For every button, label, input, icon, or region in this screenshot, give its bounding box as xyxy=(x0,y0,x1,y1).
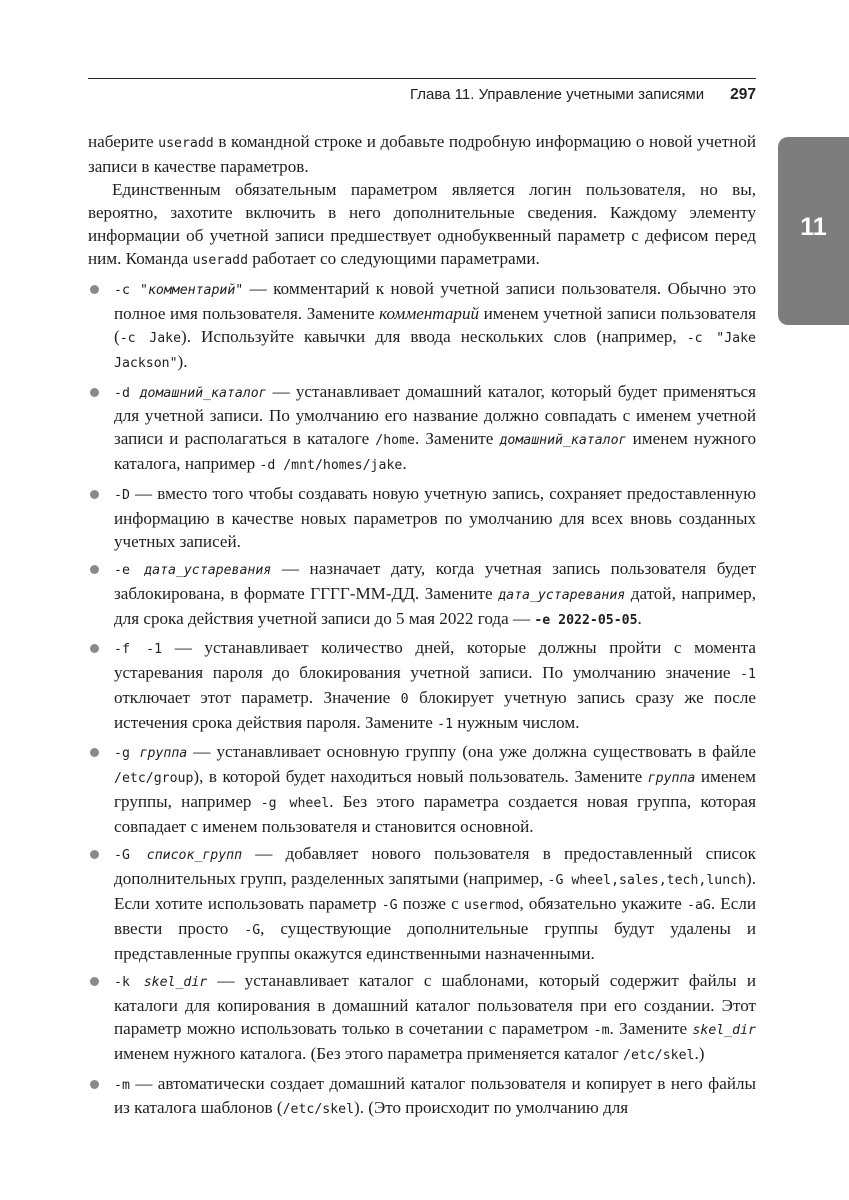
inline-code: /home xyxy=(375,433,415,449)
inline-code: -1 xyxy=(437,716,454,732)
inline-code: -c "Jake Jackson" xyxy=(114,331,756,372)
list-item: -c "комментарий" — комментарий к новой учетной записи пользователя. Обычно это полное имя пользователя. Замените комментарий именем учетной записи пользователя (-c Jake). Используйте кавычки для ввода нескольких слов (например, -c "Jake Jackson"). xyxy=(88,278,756,376)
inline-code: -aG xyxy=(687,898,711,914)
inline-code: useradd xyxy=(192,252,249,268)
inline-code: -e 2022-05-05 xyxy=(534,612,638,628)
running-header xyxy=(88,78,756,104)
option-flag: -e xyxy=(114,562,145,578)
inline-code: -g wheel xyxy=(260,796,330,812)
option-arg: комментарий xyxy=(147,283,236,299)
inline-code: /etc/skel xyxy=(623,1048,695,1064)
bullet-icon xyxy=(90,977,99,986)
inline-code: usermod xyxy=(463,898,520,914)
option-arg: skel_dir xyxy=(143,975,208,991)
option-flag: -G xyxy=(114,848,147,864)
inline-code: -m xyxy=(593,1023,610,1039)
list-item: -g группа — устанавливает основную группу (она уже должна существовать в файле /etc/group), в которой будет находиться новый пользователь. Замените группа именем группы, например -g wheel. Без этого параметра создается новая группа, которая совпадает с именем пользователя и становится основной. xyxy=(88,741,756,839)
option-flag: -m xyxy=(114,1077,130,1093)
inline-code: -G xyxy=(244,923,261,939)
inline-code: useradd xyxy=(158,136,214,151)
option-flag: -g xyxy=(114,746,140,762)
list-item: -e дата_устаревания — назначает дату, когда учетная запись пользователя будет заблокирована, в формате ГГГГ-ММ-ДД. Замените дата_устаревания датой, например, для срока действия учетной записи до 5 мая 2022 года — -e 2022-05-05. xyxy=(88,558,756,633)
chapter-thumb-tab xyxy=(778,137,849,325)
inline-code: -c Jake xyxy=(119,331,182,347)
option-arg: список_групп xyxy=(146,848,243,864)
inline-code: -1 xyxy=(740,667,756,683)
paragraph: Единственным обязательным параметром является логин пользователя, но вы, вероятно, захотите включить в него дополнительные сведения. Каждому элементу информации об учетной записи предшествует однобуквенный параметр с дефисом перед ним. Команда useradd работает со следующими параметрами. xyxy=(88,179,756,268)
inline-code: -G xyxy=(381,898,398,914)
bullet-icon xyxy=(90,565,99,574)
chapter-title: Глава 11. Управление учетными записями xyxy=(409,86,705,103)
inline-code: -G wheel,sales,tech,lunch xyxy=(547,873,747,889)
bullet-icon xyxy=(90,490,99,499)
inline-code: -d /mnt/homes/jake xyxy=(259,458,403,474)
option-list xyxy=(88,278,756,1122)
list-item: -D — вместо того чтобы создавать новую учетную запись, сохраняет предоставленную информацию в качестве новых параметров по умолчанию для всех вновь созданных учетных записей. xyxy=(88,483,756,554)
inline-code: /etc/skel xyxy=(282,1102,355,1118)
bullet-icon xyxy=(90,388,99,397)
option-flag: -c " xyxy=(114,283,148,299)
list-item: -m — автоматически создает домашний каталог пользователя и копирует в него файлы из каталога шаблонов (/etc/skel). (Это происходит по умолчанию для xyxy=(88,1073,756,1123)
bullet-icon xyxy=(90,644,99,653)
paragraph: наберите useradd в командной строке и добавьте подробную информацию о новой учетной записи в качестве параметров. xyxy=(88,132,756,176)
list-item: -G список_групп — добавляет нового пользователя в предоставленный список дополнительных групп, разделенных запятыми (например, -G wheel,sales,tech,lunch). Если хотите использовать параметр -G позже с usermod, обязательно укажите -aG. Если ввести просто -G, существующие дополнительные группы будут удалены и представленные группы окажутся единственными назначенными. xyxy=(88,843,756,966)
option-arg: дата_устаревания xyxy=(144,562,272,578)
option-arg: группа xyxy=(139,746,188,762)
header-line xyxy=(88,79,756,104)
option-flag: -f -1 xyxy=(114,642,163,658)
inline-code: 0 xyxy=(400,691,409,707)
list-item: -k skel_dir — устанавливает каталог с шаблонами, который содержит файлы и каталоги для копирования в домашний каталог пользователя при его создании. Этот параметр можно использовать только в сочетании с параметром -m. Замените skel_dir именем нужного каталога. (Без этого параметра применяется каталог /etc/skel.) xyxy=(88,970,756,1068)
list-item: -d домашний_каталог — устанавливает домашний каталог, который будет применяться для учетной записи. По умолчанию его название должно совпадать с именем учетной записи и располагаться в каталоге /home. Замените домашний_каталог именем нужного каталога, например -d /mnt/homes/jake. xyxy=(88,381,756,479)
body-text xyxy=(88,131,756,1127)
option-flag: -k xyxy=(114,975,144,991)
bullet-icon xyxy=(90,850,99,859)
list-item: -f -1 — устанавливает количество дней, которые должны пройти с момента устаревания пароля до блокирования учетной записи. По умолчанию значение -1 отключает этот параметр. Значение 0 блокирует учетную запись сразу же после истечения срока действия пароля. Замените -1 нужным числом. xyxy=(88,637,756,737)
chapter-tab-number: 11 xyxy=(800,213,827,241)
option-arg: домашний_каталог xyxy=(139,385,267,401)
bullet-icon xyxy=(90,285,99,294)
bullet-icon xyxy=(90,748,99,757)
option-flag: -d xyxy=(114,385,140,401)
inline-code: /etc/group xyxy=(114,771,194,787)
bullet-icon xyxy=(90,1080,99,1089)
option-flag: -D xyxy=(114,487,130,503)
page-number: 297 xyxy=(730,86,756,103)
